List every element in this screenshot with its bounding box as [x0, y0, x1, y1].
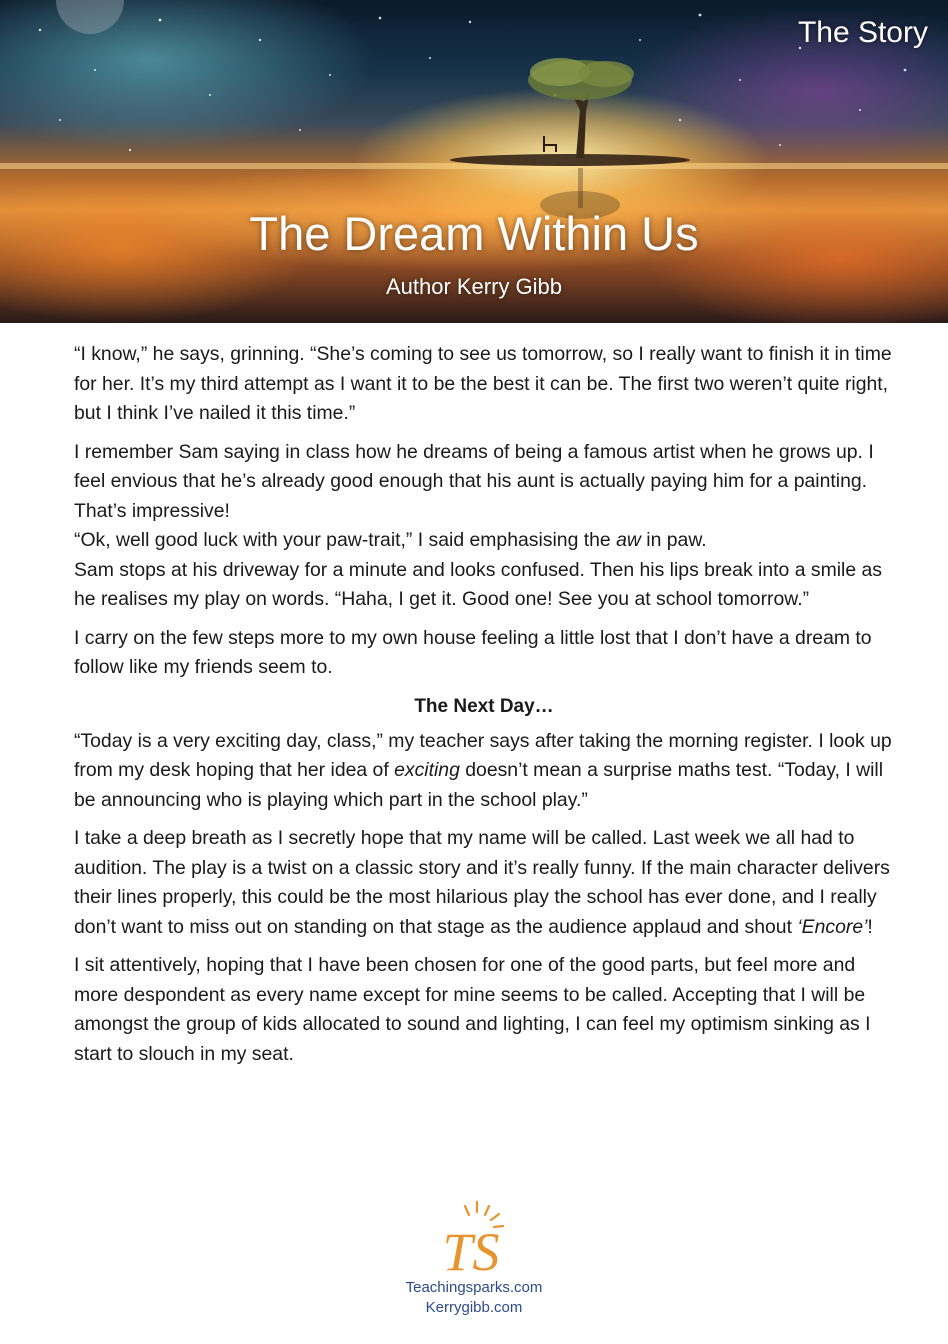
paragraph: Sam stops at his driveway for a minute and looks confused. Then his lips break into a smile as he realises my play on words. “Haha, I get it. Good one! See you at school tomorrow.” [74, 558, 882, 610]
header-banner [0, 0, 948, 323]
paragraph-text: “Ok, well good luck with your paw-trait,” I said emphasising the [74, 529, 617, 551]
paragraph-text: doesn’t mean a surprise maths test. “Today, I will be announcing who is playing which part in the school play.” [74, 759, 884, 811]
teachingsparks-logo [419, 1198, 529, 1278]
subheading: The Next Day… [414, 695, 554, 717]
website-link-teachingsparks[interactable]: Teachingsparks.com [405, 1279, 543, 1296]
section-label: The Story [797, 16, 928, 49]
paragraph-text: in paw. [640, 529, 707, 551]
paragraph: I sit attentively, hoping that I have been chosen for one of the good parts, but feel more and more despondent as every name except for mine seems to be called. Accepting that I will be amongst the group of kids allocated to sound and lighting, I can feel my optimism sinking as I start to slouch in my seat. [74, 954, 871, 1065]
paragraph [74, 727, 894, 816]
paragraph [74, 824, 894, 942]
paragraph-text: I take a deep breath as I secretly hope that my name will be called. Last week we all had to audition. The play is a twist on a classic story and it’s really funny. If the main character delivers their lines properly, this could be the most hilarious play the school has ever done, and I really don’t want to miss out on standing on that stage as the audience applaud and shout [74, 827, 890, 938]
footer [0, 1198, 948, 1318]
story-body [74, 340, 894, 1078]
paragraph [74, 526, 894, 556]
paragraph-text: “Today is a very exciting day, class,” my teacher says after taking the morning register. I look up from my desk hoping that her idea of [74, 729, 892, 781]
paragraph: “I know,” he says, grinning. “She’s coming to see us tomorrow, so I really want to finish it in time for her. It’s my third attempt as I want it to be the best it can be. The first two weren’t quite right, but I think I’ve nailed it this time.” [74, 343, 892, 424]
paragraph: I carry on the few steps more to my own house feeling a little lost that I don’t have a dream to follow like my friends seem to. [74, 626, 872, 678]
paragraph: I remember Sam saying in class how he dreams of being a famous artist when he grows up. I feel envious that he’s already good enough that his aunt is actually paying him for a painting. That’s impressive! [74, 440, 874, 522]
emphasized-word: exciting [394, 759, 460, 781]
website-link-kerrygibb[interactable]: Kerrygibb.com [425, 1299, 523, 1316]
emphasized-word: aw [616, 529, 641, 551]
emphasized-word: ‘Encore’ [797, 915, 868, 938]
logo-monogram: TS [442, 1222, 500, 1278]
paragraph-text: ! [867, 915, 873, 938]
author-line: Author Kerry Gibb [385, 274, 563, 299]
story-title: The Dream Within Us [249, 207, 699, 260]
